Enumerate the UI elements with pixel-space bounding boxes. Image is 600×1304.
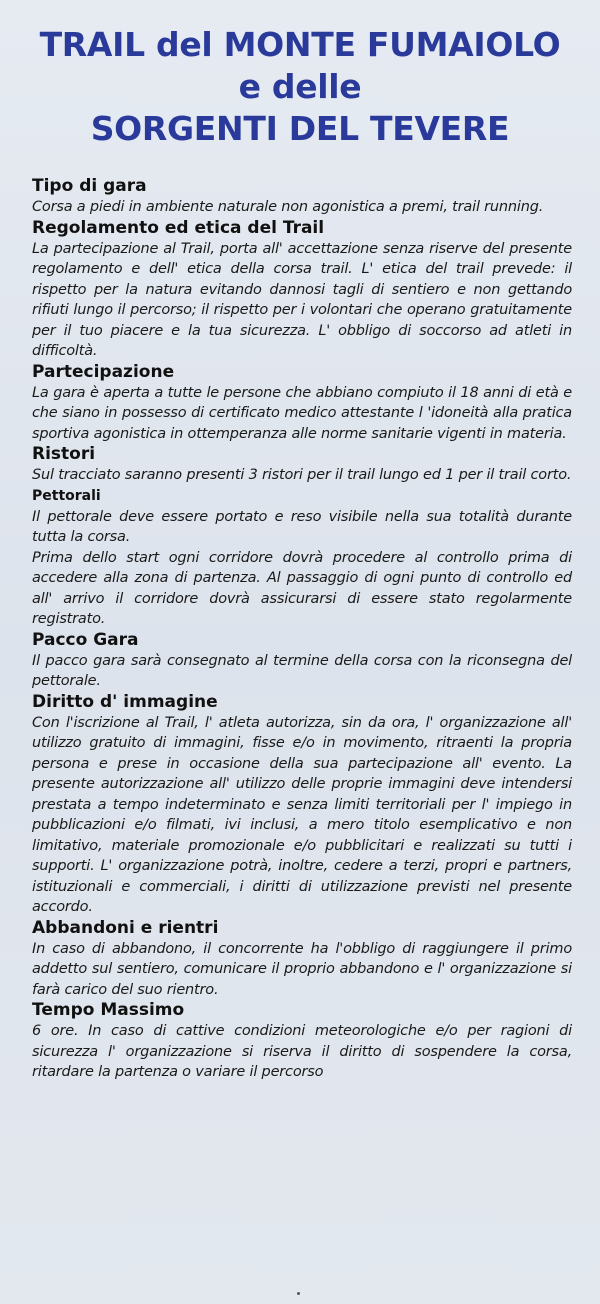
section-paragraph: Il pacco gara sarà consegnato al termine della corsa con la riconsegna del pettorale.	[32, 652, 572, 689]
section-paragraph: In caso di abbandono, il concorrente ha l'obbligo di raggiungere il primo addetto sul sentiero, comunicare il proprio abbandono e l' organizzazione si farà carico del suo rientro.	[32, 940, 572, 998]
section	[32, 918, 572, 1001]
section-paragraph: Prima dello start ogni corridore dovrà procedere al controllo prima di accedere alla zona di partenza. Al passaggio di ogni punto di controllo ed all' arrivo il corridore dovrà assicurarsi di essere stato regolarmente registrato.	[32, 549, 572, 627]
section	[32, 1000, 572, 1083]
section-paragraph: La gara è aperta a tutte le persone che abbiano compiuto il 18 anni di età e che siano in possesso di certificato medico attestante l 'idoneità alla pratica sportiva agonistica in ottemperanza alle norme sanitarie vigenti in materia.	[32, 384, 572, 442]
section	[32, 362, 572, 445]
section-heading: Abbandoni e rientri	[32, 917, 219, 938]
fold-mark	[297, 1292, 300, 1295]
section-paragraph: Sul tracciato saranno presenti 3 ristori per il trail lungo ed 1 per il trail corto.	[32, 467, 572, 483]
section	[32, 630, 572, 692]
section-heading: Diritto d' immagine	[32, 691, 218, 712]
rules-content	[32, 176, 572, 1083]
section-heading: Tipo di gara	[32, 176, 147, 196]
section-heading: Pettorali	[32, 487, 101, 504]
section	[32, 218, 572, 362]
title-line-2: e delle	[238, 67, 362, 106]
section-heading: Partecipazione	[32, 361, 175, 382]
section-heading: Ristori	[32, 444, 96, 464]
section-heading: Pacco Gara	[32, 629, 139, 650]
section-paragraph: Il pettorale deve essere portato e reso visibile nella sua totalità durante tutta la corsa.	[32, 508, 572, 545]
section	[32, 444, 572, 486]
section-paragraph: Corsa a piedi in ambiente naturale non agonistica a premi, trail running.	[32, 199, 544, 215]
section	[32, 486, 572, 630]
section-paragraph: La partecipazione al Trail, porta all' accettazione senza riserve del presente regolamento e dell' etica della corsa trail. L' etica del trail prevede: il rispetto per la natura evitando dannosi tagli di sentiero e non gettando rifiuti lungo il percorso; il rispetto per i volontari che operano gratuitamente per il tuo piacere e la tua sicurezza. L' obbligo di soccorso ad atleti in difficoltà.	[32, 240, 572, 359]
title-line-1: TRAIL del MONTE FUMAIOLO	[39, 25, 561, 64]
section-paragraph: 6 ore. In caso di cattive condizioni meteorologiche e/o per ragioni di sicurezza l' organizzazione si riserva il diritto di sospendere la corsa, ritardare la partenza o variare il percorso	[32, 1023, 572, 1080]
section-heading: Tempo Massimo	[32, 1000, 185, 1020]
section-heading: Regolamento ed etica del Trail	[32, 217, 325, 238]
document-title	[0, 24, 600, 150]
section	[32, 692, 572, 918]
section	[32, 176, 572, 218]
section-paragraph: Con l'iscrizione al Trail, l' atleta autorizza, sin da ora, l' organizzazione all' utilizzo gratuito di immagini, fisse e/o in movimento, ritraenti la propria persona e prese in occasione della sua partecipazione all' evento. La presente autorizzazione all' utilizzo delle proprie immagini deve intendersi prestata a tempo indeterminato e senza limiti territoriali per l' impiego in pubblicazioni e/o filmati, ivi inclusi, a mero titolo esemplicativo e non limitativo, materiale promozionale e/o pubblicitari e realizzati su tutti i supporti. L' organizzazione potrà, inoltre, cedere a terzi, propri e partners, istituzionali e commerciali, i diritti di utilizzazione previsti nel presente accordo.	[32, 714, 572, 915]
title-line-3: SORGENTI DEL TEVERE	[90, 109, 510, 148]
